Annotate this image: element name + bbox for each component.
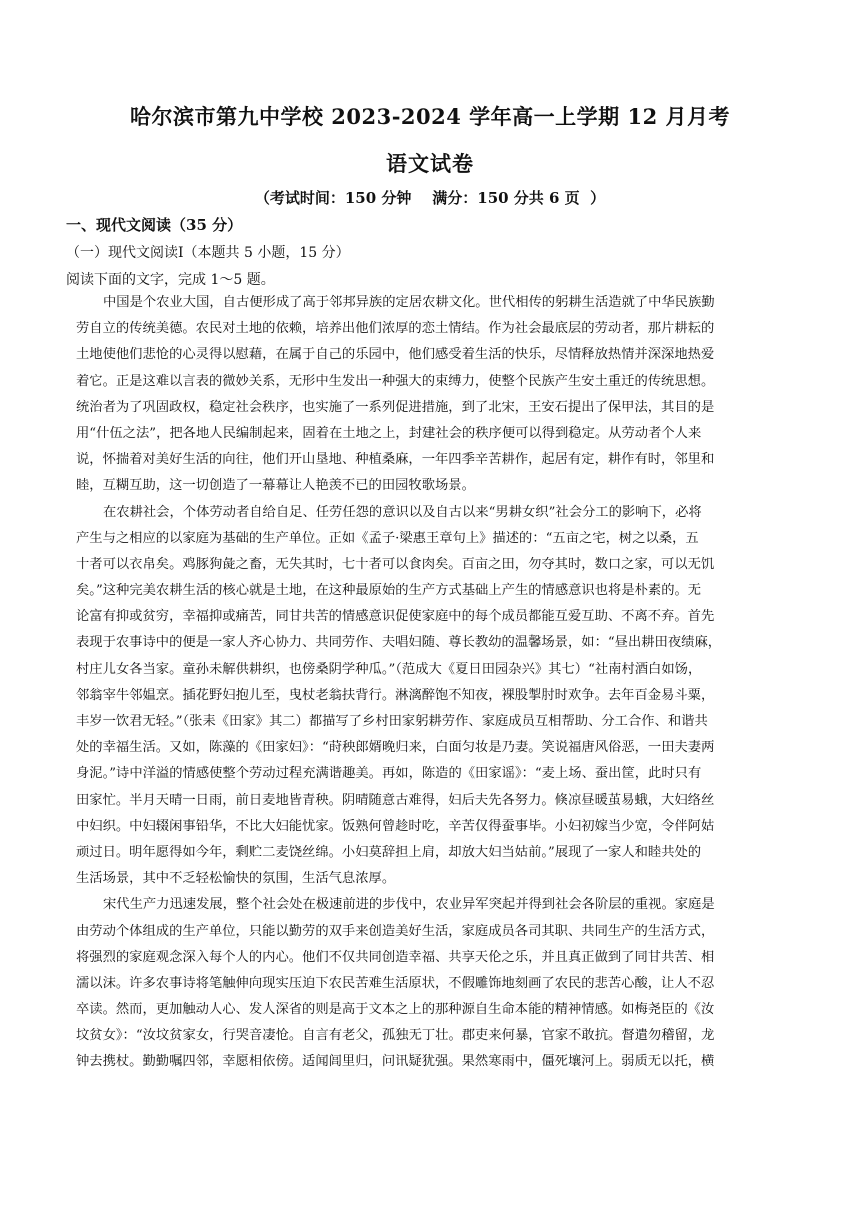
exam-info: （考试时间：150 分钟 满分：150 分共 6 页 ） [254,189,606,207]
passage-line: 生活场景，其中不乏轻松愉快的氛围，生活气息浓厚。 [76,871,396,887]
passage-line: 田家忙。半月天晴一日雨，前日麦地皆青秧。阴晴随意古难得，妇后夫先各努力。倏凉昼暖茧易蛾，大妇络丝 [76,792,715,808]
passage-line: 论富有抑或贫穷，幸福抑或痛苦，同甘共苦的情感意识促使家庭中的每个成员都能互爱互助、不离不弃。首先 [76,609,715,625]
passage-line: 濡以沫。许多农事诗将笔触伸向现实压迫下农民苦难生活原状，不假雕饰地刻画了农民的悲苦心酸，让人不忍 [76,975,715,991]
passage-line: 统治者为了巩固政权，稳定社会秩序，也实施了一系列促进措施，到了北宋，王安石提出了保甲法，其目的是 [76,399,715,415]
passage-line: 劳自立的传统美德。农民对土地的依赖，培养出他们浓厚的恋土情结。作为社会最底层的劳动者，那片耕耘的 [76,321,715,337]
passage-line: 钟去携杖。勤勤嘱四邻，幸愿相依傍。适闻闾里归，问讯疑犹强。果然寒雨中，僵死壤河上。弱质无以托，横 [76,1054,715,1070]
passage-line: 身泥。”诗中洋溢的情感使整个劳动过程充满谐趣美。再如，陈造的《田家谣》：“麦上场、蚕出筐，此时只有 [76,766,702,782]
passage-line: 将强烈的家庭观念深入每个人的内心。他们不仅共同创造幸福、共享天伦之乐，并且真正做到了同甘共苦、相 [76,949,715,965]
reading-instruction: 阅读下面的文字，完成 1～5 题。 [66,272,275,288]
passage-line: 着它。正是这难以言表的微妙关系，无形中生发出一种强大的束缚力，使整个民族产生安土重迁的传统思想。 [76,373,715,389]
passage-line: 卒读。然而，更加触动人心、发人深省的则是高于文本之上的那种源自生命本能的精神情感。如梅尧臣的《汝 [76,1002,715,1018]
passage-line: 矣。”这种完美农耕生活的核心就是土地，在这种最原始的生产方式基础上产生的情感意识也将是朴素的。无 [76,583,702,599]
reading-passage [76,290,796,1076]
passage-line: 邻翁宰牛邻媪烹。插花野妇抱儿至，曳杖老翁扶背行。淋漓醉饱不知夜，裸股掣肘时欢争。去年百金易斗粟， [76,687,715,703]
passage-line: 由劳动个体组成的生产单位，只能以勤劳的双手来创造美好生活，家庭成员各司其职、共同生产的生活方式， [76,923,715,939]
passage-line: 坟贫女》：“汝坟贫家女，行哭音凄怆。自言有老父，孤独无丁壮。郡吏来何暴，官家不敢抗。督遣勿稽留，龙 [76,1028,715,1044]
subsection-heading: （一）现代文阅读Ⅰ（本题共 5 小题，15 分） [66,245,350,261]
passage-line: 十者可以衣帛矣。鸡豚狗彘之畜，无失其时，七十者可以食肉矣。百亩之田，勿夺其时，数口之家，可以无饥 [76,556,715,572]
passage-line: 说，怀揣着对美好生活的向往，他们开山垦地、种植桑麻，一年四季辛苦耕作，起居有定，耕作有时，邻里和 [76,452,715,468]
passage-line: 用“什伍之法”，把各地人民编制起来，固着在土地之上，封建社会的秩序便可以得到稳定。从劳动者个人来 [76,425,702,441]
passage-line: 中妇织。中妇辍闲事铅华，不比大妇能忧家。饭熟何曾趁时吃，辛苦仅得蚕事毕。小妇初嫁当少宽，令伴阿姑 [76,818,715,834]
exam-subtitle: 语文试卷 [386,151,474,176]
exam-title: 哈尔滨市第九中学校 2023-2024 学年高一上学期 12 月月考 [129,104,731,129]
section-heading: 一、现代文阅读（35 分） [66,216,243,234]
passage-line: 处的幸福生活。又如，陈藻的《田家妇》：“莳秧郎婿晚归来，白面匀妆是乃妻。笑说福唐风俗恶，一田夫妻两 [76,740,715,756]
passage-line: 在农耕社会，个体劳动者自给自足、任劳任怨的意识以及自古以来“男耕女织”社会分工的影响下，必将 [103,504,702,520]
passage-line: 村庄儿女各当家。童孙未解供耕织，也傍桑阴学种瓜。”（范成大《夏日田园杂兴》其七）“社南村酒白如饧， [76,661,702,677]
passage-line: 丰岁一饮君无轻。”（张耒《田家》其二）都描写了乡村田家躬耕劳作、家庭成员互相帮助、分工合作、和谐共 [76,714,708,729]
passage-line: 顽过日。明年愿得如今年，剩贮二麦饶丝绵。小妇莫辞担上肩，却放大妇当姑前。”展现了一家人和睦共处的 [76,844,702,860]
passage-line: 中国是个农业大国，自古便形成了高于邻邦异族的定居农耕文化。世代相传的躬耕生活造就了中华民族勤 [103,295,715,310]
passage-line: 睦，互糊互助，这一切创造了一幕幕让人艳羡不已的田园牧歌场景。 [76,478,475,494]
passage-line: 表现于农事诗中的便是一家人齐心协力、共同劳作、夫唱妇随、尊长教幼的温馨场景，如：“昼出耕田夜绩麻， [76,635,722,651]
passage-line: 宋代生产力迅速发展，整个社会处在极速前进的步伐中，农业异军突起并得到社会各阶层的重视。家庭是 [103,897,715,913]
passage-line: 土地使他们悲怆的心灵得以慰藉，在属于自己的乐园中，他们感受着生活的快乐，尽情释放热情并深深地热爱 [76,347,715,363]
passage-line: 产生与之相应的以家庭为基础的生产单位。正如《孟子·梁惠王章句上》描述的：“五亩之宅，树之以桑，五 [76,530,699,546]
